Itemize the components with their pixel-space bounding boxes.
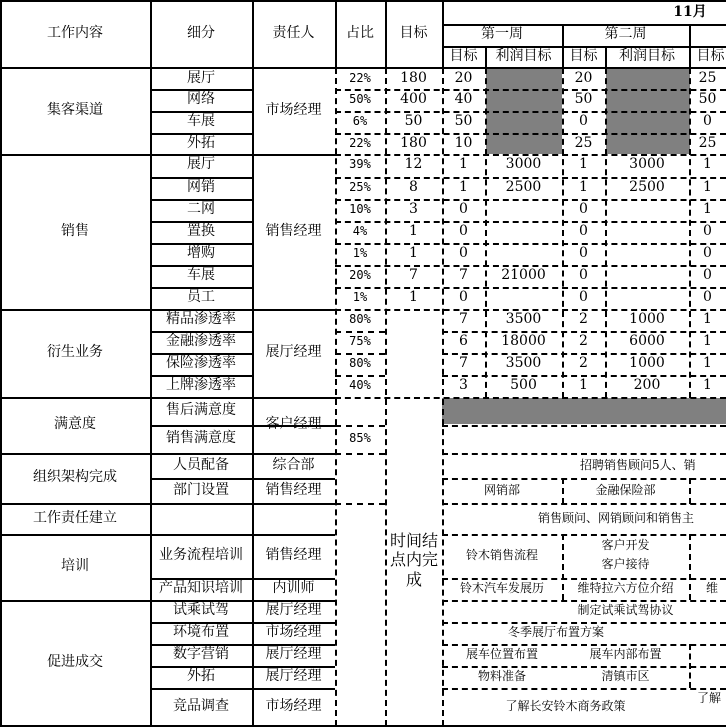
row-target: 8 (409, 179, 418, 196)
row-w2-target: 1 (579, 377, 588, 394)
row-detail: 外拓 (187, 135, 215, 152)
row-ratio: 6% (352, 114, 368, 129)
w2-biz-training-b: 客户接待 (601, 557, 650, 572)
row-ratio: 80% (349, 312, 371, 327)
row-w2-profit (605, 199, 689, 221)
row-w2-profit: 3000 (629, 156, 665, 173)
row-w3-target: 0 (703, 267, 712, 284)
recruit-note: 招聘销售顾问5人、销 (580, 457, 696, 472)
row-w2-target: 1 (579, 179, 588, 196)
row-w1-profit (485, 287, 562, 309)
row-w2-profit (605, 133, 689, 155)
owner-env-layout: 市场经理 (265, 624, 322, 641)
env-layout-plan: 冬季展厅布置方案 (508, 625, 605, 640)
row-detail: 展厅 (187, 156, 215, 173)
row-w2-target: 0 (579, 113, 588, 130)
detail-outreach: 外拓 (187, 668, 215, 685)
row-w3-target: 1 (703, 333, 712, 350)
row-w1-target: 10 (454, 135, 473, 152)
row-w2-target: 0 (579, 223, 588, 240)
row-ratio: 4% (352, 224, 368, 239)
group-sales: 销售 (61, 222, 89, 239)
row-w1-profit: 500 (510, 377, 537, 394)
row-w3-target: 0 (703, 223, 712, 240)
row-w1-profit (485, 89, 562, 111)
row-w2-target: 2 (579, 355, 588, 372)
owner-dept-setup: 销售经理 (265, 481, 322, 498)
row-target: 3 (409, 201, 418, 218)
row-w1-profit (485, 243, 562, 265)
row-w1-target: 0 (459, 289, 468, 306)
header-w2-profit: 利润目标 (619, 48, 675, 65)
row-w1-target: 0 (459, 223, 468, 240)
row-target: 1 (409, 223, 418, 240)
row-w3-target: 25 (698, 70, 717, 87)
header-week1: 第一周 (481, 26, 523, 43)
row-ratio: 1% (352, 290, 368, 305)
row-w3-target: 0 (703, 113, 712, 130)
row-w3-target: 1 (703, 377, 712, 394)
row-target (385, 353, 442, 375)
row-w1-target: 20 (454, 70, 473, 87)
group-duty: 工作责任建立 (33, 509, 117, 526)
row-w2-target: 2 (579, 333, 588, 350)
row-detail: 车展 (187, 113, 215, 130)
row-w2-profit: 6000 (629, 333, 665, 350)
row-ratio: 10% (349, 202, 371, 217)
row-w2-profit (605, 221, 689, 243)
row-ratio: 25% (349, 180, 371, 195)
row-w1-target: 0 (459, 201, 468, 218)
header-ratio: 占比 (346, 25, 374, 42)
row-w2-profit (605, 243, 689, 265)
w2-digital: 展车内部布置 (589, 647, 662, 662)
header-owner: 责任人 (272, 25, 315, 42)
row-w1-profit: 3000 (505, 156, 542, 173)
row-w2-target: 20 (574, 70, 593, 87)
row-w2-profit (605, 89, 689, 111)
row-w3-target: 1 (703, 179, 712, 196)
row-w2-profit (605, 111, 689, 133)
owner-digital: 展厅经理 (265, 646, 322, 663)
row-w2-target: 0 (579, 289, 588, 306)
row-ratio: 40% (349, 378, 371, 393)
row-w2-profit: 200 (633, 377, 661, 394)
detail-biz-training: 业务流程培训 (159, 547, 243, 564)
row-w2-profit: 1000 (629, 355, 665, 372)
row-w1-target: 50 (454, 113, 473, 130)
row-w2-target: 0 (579, 245, 588, 262)
row-w3-target: 1 (703, 156, 712, 173)
group-channel: 集客渠道 (47, 102, 103, 119)
row-detail: 保险渗透率 (166, 355, 236, 372)
header-w3-target: 目标 (696, 48, 725, 65)
detail-competitor: 竞品调查 (173, 698, 229, 715)
detail-env-layout: 环境布置 (173, 624, 229, 641)
row-detail: 网销 (187, 179, 215, 196)
row-target (385, 309, 442, 331)
row-w1-profit (485, 68, 562, 90)
row-ratio: 80% (349, 356, 371, 371)
owner-outreach: 展厅经理 (265, 668, 322, 685)
row-w2-profit: 2500 (629, 179, 665, 196)
detail-product-training: 产品知识培训 (159, 580, 243, 597)
row-w2-target: 2 (579, 311, 588, 328)
owner-satisfaction: 客户经理 (265, 416, 322, 433)
row-ratio: 20% (349, 268, 371, 283)
header-w1-profit: 利润目标 (495, 48, 552, 65)
w2-product-training: 维特拉六方位介绍 (577, 581, 674, 596)
row-target: 180 (400, 135, 427, 152)
row-w2-target: 0 (579, 201, 588, 218)
owner-channel: 市场经理 (265, 102, 322, 119)
w2-biz-training-a: 客户开发 (601, 538, 650, 553)
row-w2-target: 25 (574, 135, 593, 152)
fin-dept: 金融保险部 (595, 482, 656, 497)
row-w1-target: 7 (459, 267, 468, 284)
row-w3-target: 50 (698, 91, 717, 108)
row-target: 1 (409, 289, 418, 306)
row-detail: 置换 (187, 223, 215, 240)
detail-test-drive: 试乘试驾 (173, 602, 229, 619)
row-w1-target: 40 (454, 91, 473, 108)
row-detail: 增购 (187, 245, 215, 262)
header-work-content: 工作内容 (47, 25, 103, 42)
row-target: 1 (409, 245, 418, 262)
group-derived: 衍生业务 (47, 344, 103, 361)
row-w2-target: 1 (579, 156, 588, 173)
row-ratio: 22% (349, 71, 371, 86)
owner-staffing: 综合部 (272, 456, 315, 473)
row-w2-profit: 1000 (629, 311, 665, 328)
row-detail: 金融渗透率 (166, 333, 236, 350)
row-detail: 展厅 (187, 70, 215, 87)
owner-sales: 销售经理 (265, 222, 322, 239)
header-target: 目标 (399, 25, 428, 42)
detail-after-sales: 售后满意度 (166, 402, 236, 419)
row-w1-profit: 2500 (505, 179, 542, 196)
header-week2: 第二周 (604, 26, 647, 43)
satisfaction-fill (442, 398, 726, 424)
group-org: 组织架构完成 (33, 469, 117, 486)
row-target: 180 (400, 70, 427, 87)
w3-product-training: 维 (706, 581, 719, 596)
row-ratio: 75% (349, 334, 371, 349)
w3-competitor: 了解 (697, 691, 722, 706)
row-w3-target: 1 (703, 311, 712, 328)
row-detail: 员工 (187, 289, 215, 306)
owner-product-training: 内训师 (272, 580, 315, 597)
row-w2-profit (605, 287, 689, 309)
row-detail: 二网 (187, 201, 215, 218)
row-ratio: 50% (349, 92, 371, 107)
w1-outreach: 物料准备 (477, 669, 526, 684)
header-w2-target: 目标 (569, 48, 598, 65)
row-w1-target: 1 (459, 156, 468, 173)
owner-competitor: 市场经理 (265, 698, 322, 715)
time-node-note: 时间结点内完成 (390, 531, 439, 589)
owner-derived: 展厅经理 (265, 344, 322, 361)
duty-note: 销售顾问、网销顾问和销售主 (538, 510, 695, 525)
row-ratio: 39% (349, 157, 371, 172)
row-w1-profit: 3500 (505, 311, 542, 328)
detail-staffing: 人员配备 (173, 456, 229, 473)
row-ratio: 22% (349, 136, 371, 151)
owner-test-drive: 展厅经理 (265, 602, 322, 619)
detail-digital: 数字营销 (173, 646, 229, 663)
row-w2-profit (605, 265, 689, 287)
row-w1-target: 7 (459, 355, 468, 372)
group-training: 培训 (61, 558, 89, 575)
competitor-note: 了解长安铃木商务政策 (505, 699, 626, 714)
row-w3-target: 1 (703, 201, 712, 218)
detail-sales-satisfaction: 销售满意度 (166, 430, 236, 447)
owner-biz-training: 销售经理 (265, 547, 322, 564)
row-w2-profit (605, 68, 689, 90)
row-target: 400 (400, 91, 427, 108)
row-w1-profit: 3500 (505, 355, 542, 372)
row-w3-target: 25 (698, 135, 717, 152)
row-w1-target: 3 (459, 377, 468, 394)
row-w2-target: 0 (579, 267, 588, 284)
row-ratio: 1% (352, 246, 368, 261)
w2-test-drive: 制定试乘试驾协议 (577, 603, 674, 618)
w1-digital: 展车位置布置 (465, 647, 538, 662)
row-detail: 网络 (187, 91, 215, 108)
row-target: 12 (404, 156, 423, 173)
row-w1-profit (485, 133, 562, 155)
row-w1-profit: 21000 (501, 267, 546, 284)
month-label: 11月 (673, 4, 707, 21)
group-promo: 促进成交 (47, 654, 103, 671)
row-detail: 车展 (187, 267, 215, 284)
row-detail: 上牌渗透率 (166, 377, 236, 394)
w2-outreach: 清镇市区 (601, 669, 650, 684)
row-w1-profit (485, 199, 562, 221)
header-w1-target: 目标 (449, 48, 478, 65)
detail-dept-setup: 部门设置 (173, 481, 229, 498)
row-w1-profit (485, 221, 562, 243)
row-target (385, 375, 442, 397)
net-dept: 网销部 (483, 482, 520, 497)
header-detail: 细分 (187, 25, 215, 42)
row-w1-target: 7 (459, 311, 468, 328)
row-target: 7 (409, 267, 418, 284)
row-target (385, 331, 442, 353)
row-w3-target: 0 (703, 289, 712, 306)
row-w1-target: 0 (459, 245, 468, 262)
row-w1-target: 1 (459, 179, 468, 196)
ratio-sales-satisfaction: 85% (349, 431, 371, 446)
row-target: 50 (404, 113, 423, 130)
w1-biz-training: 铃木销售流程 (465, 548, 538, 563)
row-w2-target: 50 (574, 91, 593, 108)
group-satisfaction: 满意度 (54, 416, 96, 433)
row-detail: 精品渗透率 (166, 311, 236, 328)
row-w3-target: 0 (703, 245, 712, 262)
row-w1-profit: 18000 (501, 333, 546, 350)
row-w3-target: 1 (703, 355, 712, 372)
w1-product-training: 铃木汽车发展历 (459, 581, 544, 596)
row-w1-target: 6 (459, 333, 468, 350)
row-w1-profit (485, 111, 562, 133)
